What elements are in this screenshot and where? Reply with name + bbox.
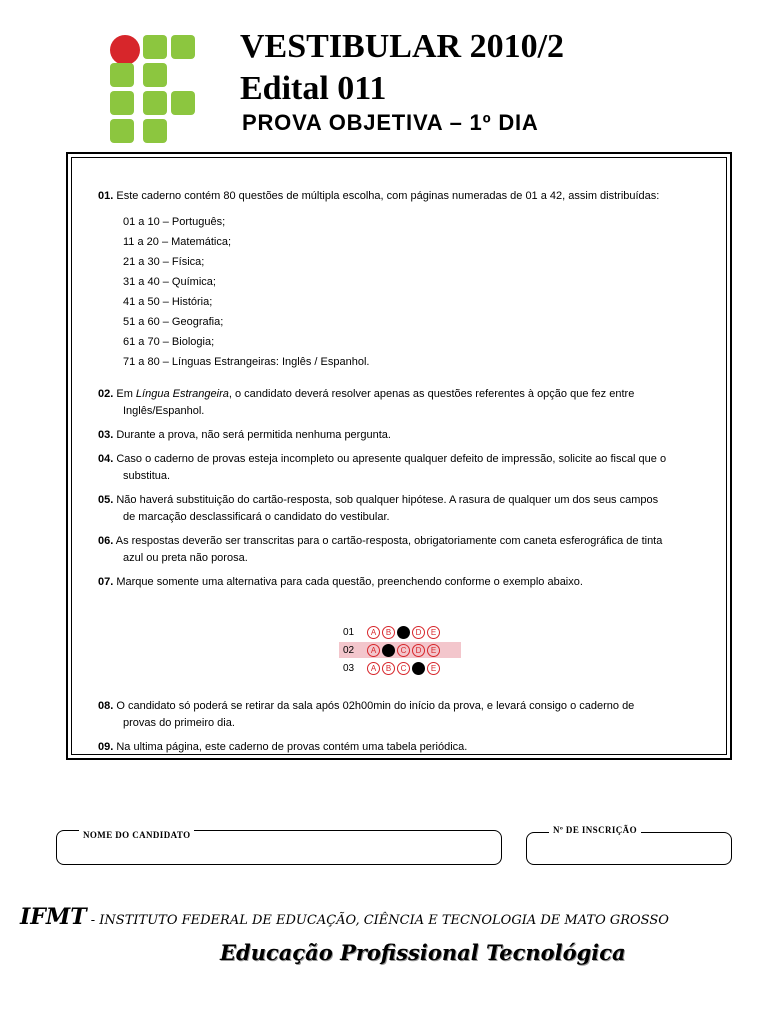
logo-square [110, 63, 134, 87]
candidate-name-label: NOME DO CANDIDATO [79, 830, 194, 840]
list-item: 21 a 30 – Física; [123, 256, 205, 268]
inscription-number-label: Nº DE INSCRIÇÃO [549, 825, 641, 835]
instruction-02: 02. Em Língua Estrangeira, o candidato deverá resolver apenas as questões referentes à opção que fez entre Inglês/Espanhol. [98, 388, 635, 417]
list-item: 51 a 60 – Geografia; [123, 316, 224, 328]
logo-square [143, 63, 167, 87]
logo-square [143, 119, 167, 143]
institution-acronym: IFMT [20, 904, 87, 930]
list-item: 01 a 10 – Português; [123, 216, 226, 228]
edital-number: Edital 011 [240, 70, 387, 107]
instruction-05: 05. Não haverá substituição do cartão-resposta, sob qualquer hipótese. A rasura de qualquer um dos seus campos de marcação desclassificará o candidato do vestibular. [98, 494, 659, 523]
instruction-07: 07. Marque somente uma alternativa para cada questão, preenchendo conforme o exemplo abaixo. [98, 576, 583, 588]
logo-square [171, 91, 195, 115]
exam-subtitle: PROVA OBJETIVA – 1º DIA [242, 110, 539, 135]
candidate-name-field[interactable] [56, 830, 502, 865]
list-item: 31 a 40 – Química; [123, 276, 216, 288]
answer-marking-example [339, 624, 461, 678]
institution-name: - INSTITUTO FEDERAL DE EDUCAÇÃO, CIÊNCIA E TECNOLOGIA DE MATO GROSSO [86, 913, 669, 928]
list-item: 11 a 20 – Matemática; [123, 236, 232, 248]
logo-square [110, 119, 134, 143]
exam-title: VESTIBULAR 2010/2 [240, 28, 565, 65]
instructions-box [66, 152, 732, 760]
logo-square [110, 91, 134, 115]
instruction-03: 03. Durante a prova, não será permitida nenhuma pergunta. [98, 429, 391, 441]
list-item: 71 a 80 – Línguas Estrangeiras: Inglês / Espanhol. [123, 356, 370, 368]
subject-distribution-list [123, 212, 699, 372]
list-item: 61 a 70 – Biologia; [123, 336, 215, 348]
tagline: Educação Profissional Tecnológica [220, 940, 626, 965]
logo-square [171, 35, 195, 59]
answer-row: 01 A B C D E [339, 624, 461, 640]
logo-square [143, 35, 167, 59]
instruction-04: 04. Caso o caderno de provas esteja incompleto ou apresente qualquer defeito de impressão, solicite ao fiscal que o substitua. [98, 453, 667, 482]
inscription-number-field[interactable] [526, 825, 732, 865]
answer-row: 02 A B C D E [339, 642, 461, 658]
ifmt-logo [110, 35, 200, 140]
logo-square [143, 91, 167, 115]
instruction-01: 01. Este caderno contém 80 questões de múltipla escolha, com páginas numeradas de 01 a 42, assim distribuídas: [98, 190, 660, 202]
institution-line [20, 904, 669, 930]
instructions-inner [71, 157, 727, 755]
instruction-06: 06. As respostas deverão ser transcritas para o cartão-resposta, obrigatoriamente com caneta esferográfica de tinta azul ou preta não porosa. [98, 535, 663, 564]
list-item: 41 a 50 – História; [123, 296, 213, 308]
answer-row: 03 A B C D E [339, 660, 461, 676]
logo-red-dot [110, 35, 140, 65]
instruction-09: 09. Na ultima página, este caderno de provas contém uma tabela periódica. [98, 741, 468, 753]
instruction-08: 08. O candidato só poderá se retirar da sala após 02h00min do início da prova, e levará consigo o caderno de provas do primeiro dia. [98, 700, 635, 729]
